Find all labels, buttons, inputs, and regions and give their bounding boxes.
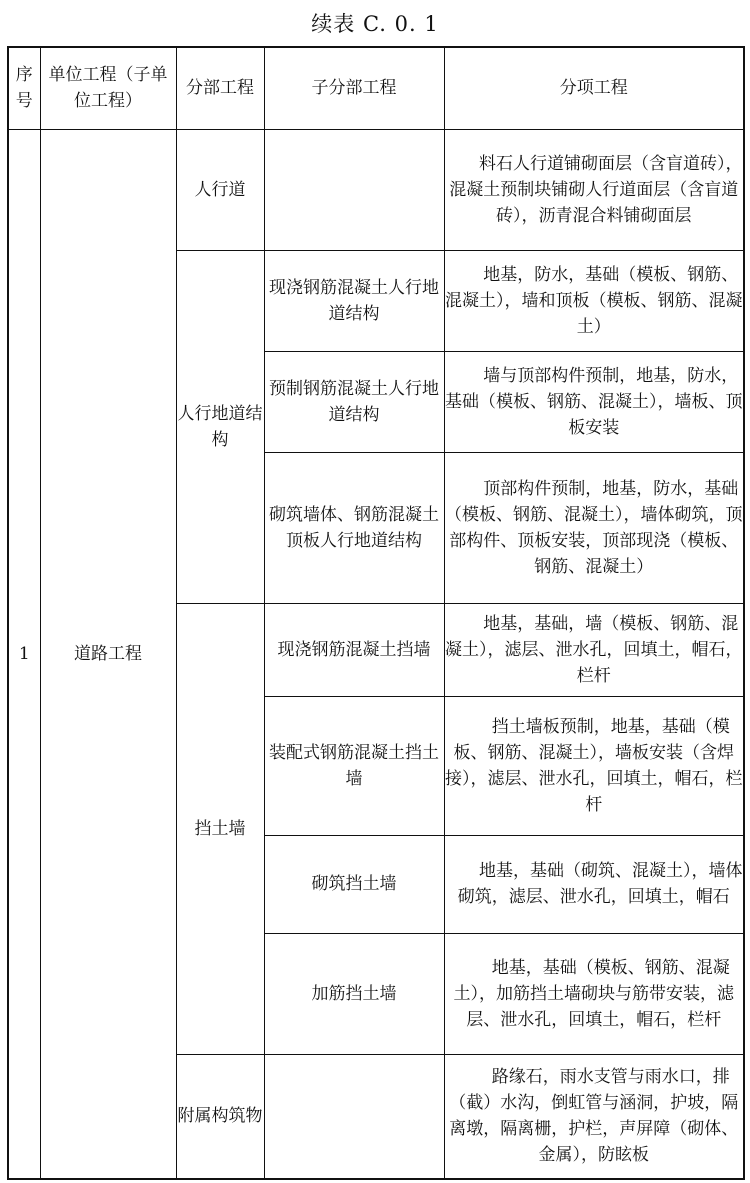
items-cell: 地基，防水，基础（模板、钢筋、混凝土），墙和顶板（模板、钢筋、混凝土） [444,250,744,351]
division-table [7,46,745,1180]
items-cell: 顶部构件预制，地基，防水，基础（模板、钢筋、混凝土），墙体砌筑，顶部构件、顶板安装，顶部现浇（模板、钢筋、混凝土） [444,452,744,603]
table-title: 续表 C. 0. 1 [311,12,439,36]
items-cell: 路缘石，雨水支管与雨水口，排（截）水沟，倒虹管与涵洞，护坡，隔离墩，隔离栅，护栏，声屏障（砌体、金属），防眩板 [444,1054,744,1179]
division-cell: 挡土墙 [176,603,264,1054]
seq-cell: 1 [8,129,40,1179]
header-items: 分项工程 [444,47,744,129]
header-division: 分部工程 [176,47,264,129]
subdivision-cell: 现浇钢筋混凝土挡墙 [264,603,444,696]
header-seq: 序号 [8,47,40,129]
items-cell: 地基，基础，墙（模板、钢筋、混凝土），滤层、泄水孔，回填土，帽石，栏杆 [444,603,744,696]
subdivision-cell [264,129,444,250]
header-subdivision: 子分部工程 [264,47,444,129]
division-cell: 附属构筑物 [176,1054,264,1179]
table-row [8,129,744,250]
subdivision-cell: 装配式钢筋混凝土挡土墙 [264,696,444,835]
header-row [8,47,744,129]
division-cell: 人行道 [176,129,264,250]
items-cell: 挡土墙板预制，地基，基础（模板、钢筋、混凝土），墙板安装（含焊接），滤层、泄水孔，回填土，帽石，栏杆 [444,696,744,835]
subdivision-cell: 预制钢筋混凝土人行地道结构 [264,351,444,452]
header-unit: 单位工程（子单位工程） [40,47,176,129]
subdivision-cell: 加筋挡土墙 [264,933,444,1054]
items-cell: 地基，基础（模板、钢筋、混凝土），加筋挡土墙砌块与筋带安装，滤层、泄水孔，回填土，帽石，栏杆 [444,933,744,1054]
division-cell: 人行地道结构 [176,250,264,603]
unit-cell: 道路工程 [40,129,176,1179]
items-cell: 地基，基础（砌筑、混凝土），墙体砌筑，滤层、泄水孔，回填土，帽石 [444,835,744,933]
subdivision-cell: 砌筑挡土墙 [264,835,444,933]
items-cell: 料石人行道铺砌面层（含盲道砖），混凝土预制块铺砌人行道面层（含盲道砖），沥青混合料铺砌面层 [444,129,744,250]
items-cell: 墙与顶部构件预制，地基，防水，基础（模板、钢筋、混凝土），墙板、顶板安装 [444,351,744,452]
subdivision-cell [264,1054,444,1179]
subdivision-cell: 现浇钢筋混凝土人行地道结构 [264,250,444,351]
subdivision-cell: 砌筑墙体、钢筋混凝土顶板人行地道结构 [264,452,444,603]
